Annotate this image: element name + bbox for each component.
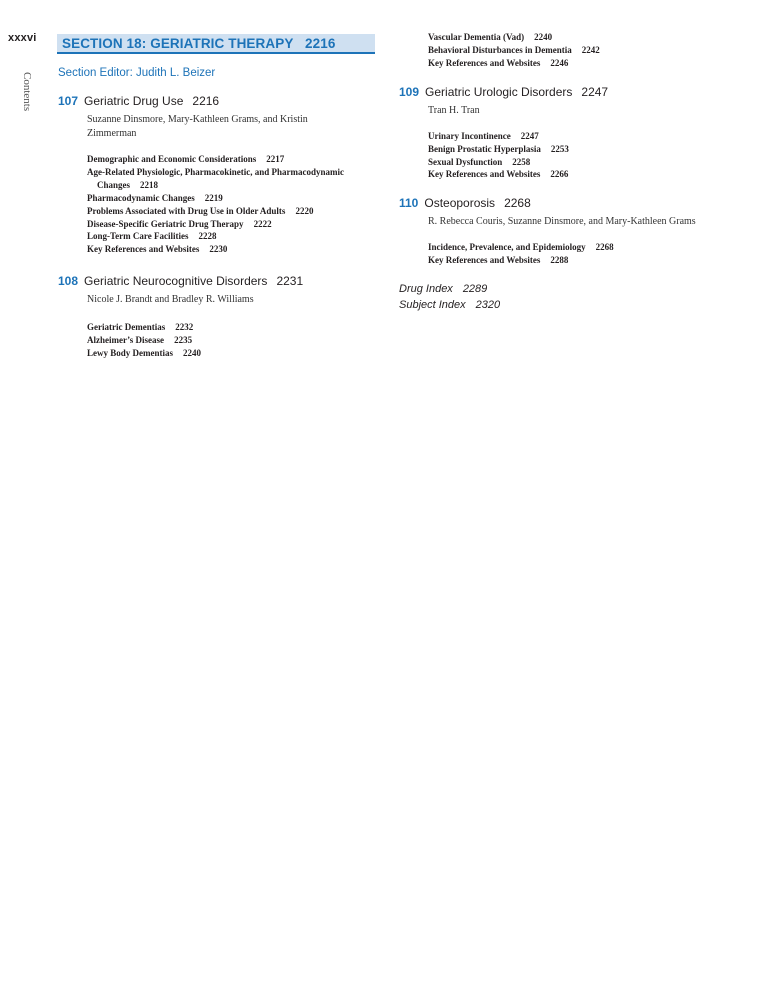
chapter-heading[interactable] — [399, 196, 739, 210]
chapter-number: 108 — [58, 274, 79, 289]
chapter-number: 110 — [399, 196, 419, 211]
chapter-authors: R. Rebecca Couris, Suzanne Dinsmore, and Mary-Kathleen Grams — [428, 216, 696, 228]
index-list — [399, 281, 739, 313]
chapter-108 — [58, 274, 378, 360]
chapter-heading[interactable] — [399, 85, 739, 99]
topic-item[interactable]: Sexual Dysfunction 2258 — [428, 156, 531, 167]
topic-item[interactable]: Key References and Websites 2288 — [428, 255, 569, 266]
index-drug[interactable]: Drug Index 2289 — [399, 283, 488, 296]
page-number: xxxvi — [8, 32, 37, 44]
topic-item[interactable]: Urinary Incontinence 2247 — [428, 130, 539, 141]
section-editor: Section Editor: Judith L. Beizer — [58, 67, 216, 79]
chapter-authors: Tran H. Tran — [428, 104, 480, 116]
topic-item[interactable]: Incidence, Prevalence, and Epidemiology 2268 — [428, 242, 614, 253]
topic-list — [428, 241, 739, 267]
topic-item[interactable]: Problems Associated with Drug Use in Older Adults 2220 — [87, 205, 314, 216]
index-subject[interactable]: Subject Index 2320 — [399, 299, 501, 312]
chapter-page: 2268 — [504, 196, 531, 211]
topic-item[interactable]: Behavioral Disturbances in Dementia 2242 — [428, 44, 600, 55]
topic-item[interactable]: Alzheimer’s Disease 2235 — [87, 335, 193, 346]
topic-item[interactable]: Vascular Dementia (Vad) 2240 — [428, 32, 553, 42]
right-column — [399, 31, 739, 313]
chapter-title: Geriatric Neurocognitive Disorders — [84, 274, 268, 289]
continued-topic-list — [428, 31, 739, 70]
topic-list — [428, 130, 739, 182]
section-title: SECTION 18: GERIATRIC THERAPY 2216 — [62, 35, 336, 51]
topic-item[interactable]: Key References and Websites 2246 — [428, 57, 569, 68]
chapter-page: 2247 — [581, 84, 609, 99]
topic-item[interactable]: Age-Related Physiologic, Pharmacokinetic, and Pharmacodynamic Changes 2218 — [87, 166, 344, 190]
section-header — [57, 34, 375, 54]
side-tab-label: Contents — [21, 72, 33, 112]
topic-item[interactable]: Pharmacodynamic Changes 2219 — [87, 192, 223, 203]
chapter-107 — [58, 94, 378, 256]
topic-item[interactable]: Key References and Websites 2230 — [87, 244, 228, 255]
topic-list — [87, 321, 378, 360]
topic-item[interactable]: Lewy Body Dementias 2240 — [87, 348, 201, 359]
chapter-number: 107 — [58, 94, 79, 108]
topic-item[interactable]: Disease-Specific Geriatric Drug Therapy 2222 — [87, 218, 272, 229]
chapter-title: Osteoporosis — [424, 196, 496, 211]
topic-item[interactable]: Demographic and Economic Considerations 2217 — [87, 154, 285, 164]
topic-item[interactable]: Key References and Websites 2266 — [428, 169, 569, 180]
topic-item[interactable]: Geriatric Dementias 2232 — [87, 322, 194, 333]
chapter-title: Geriatric Urologic Disorders — [425, 84, 573, 99]
chapter-authors: Suzanne Dinsmore, Mary-Kathleen Grams, and Kristin Zimmerman — [87, 114, 308, 139]
chapter-109 — [399, 85, 739, 182]
chapter-heading[interactable] — [58, 274, 378, 288]
chapter-authors: Nicole J. Brandt and Bradley R. Williams — [87, 294, 254, 306]
topic-item[interactable]: Long-Term Care Facilities 2228 — [87, 231, 217, 242]
chapter-title: Geriatric Drug Use — [84, 94, 184, 108]
chapter-page: 2231 — [276, 274, 304, 289]
chapter-page: 2216 — [192, 94, 220, 108]
chapter-110 — [399, 196, 739, 267]
chapter-number: 109 — [399, 84, 420, 99]
topic-list — [87, 153, 377, 256]
topic-item[interactable]: Benign Prostatic Hyperplasia 2253 — [428, 143, 569, 154]
chapter-heading[interactable] — [58, 94, 378, 108]
left-column — [58, 94, 378, 360]
